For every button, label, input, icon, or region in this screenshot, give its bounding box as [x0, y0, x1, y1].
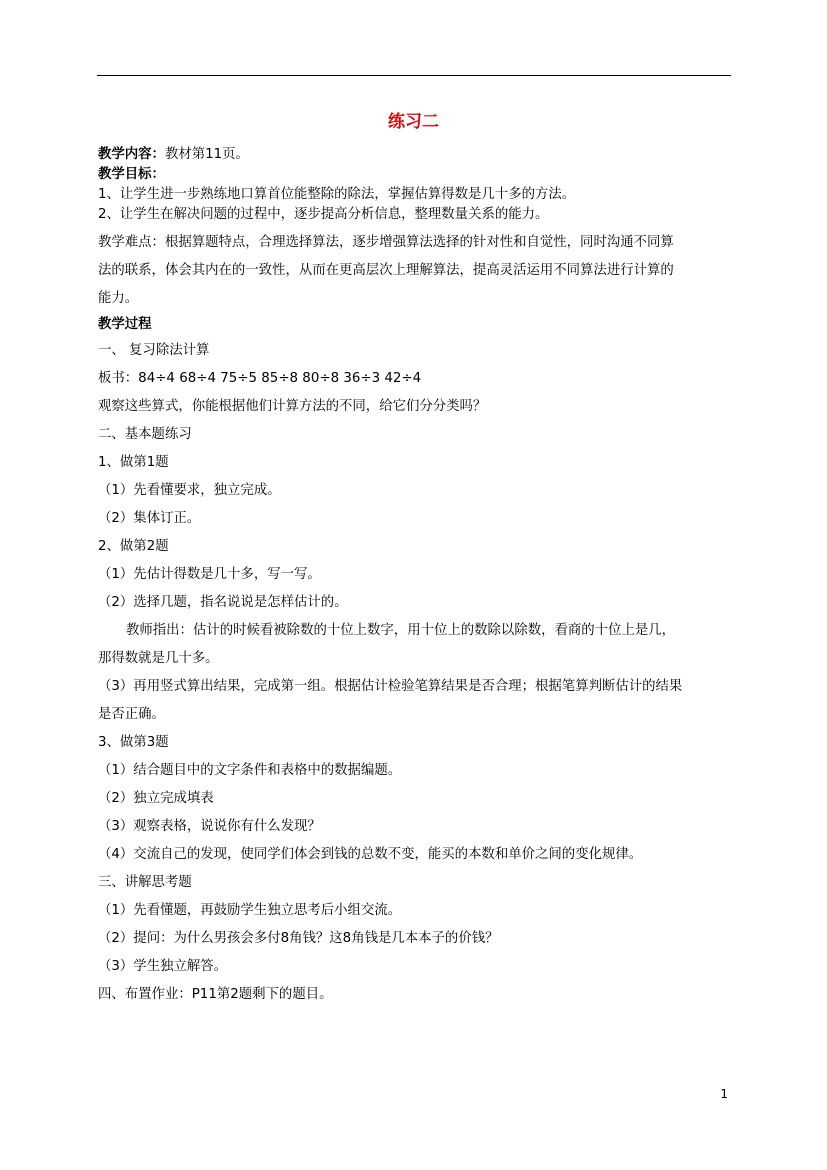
- process-label: 教学过程: [98, 317, 152, 332]
- question-2-step-3-line-1: （3）再用竖式算出结果，完成第一组。根据估计检验笔算结果是否合理；根据笔算判断估计的结果: [98, 679, 683, 694]
- difficulty-line-3: 能力。: [98, 291, 139, 306]
- section3-heading: 三、讲解思考题: [98, 875, 192, 890]
- question-2: 2、做第2题: [98, 539, 169, 554]
- page-title: 练习二: [388, 112, 439, 132]
- section1-heading: 一、 复习除法计算: [98, 343, 210, 358]
- difficulty-line-2: 法的联系，体会其内在的一致性，从而在更高层次上理解算法，提高灵活运用不同算法进行计算的: [98, 263, 674, 278]
- board-expressions: 板书：84÷4 68÷4 75÷5 85÷8 80÷8 36÷3 42÷4: [98, 371, 422, 386]
- question-2-step-2: （2）选择几题，指名说说是怎样估计的。: [98, 595, 348, 610]
- section1-question: 观察这些算式，你能根据他们计算方法的不同，给它们分分类吗？: [98, 399, 487, 414]
- section2-heading: 二、基本题练习: [98, 427, 192, 442]
- page-number: 1: [720, 1087, 728, 1101]
- homework-assignment: 四、布置作业：P11第2题剩下的题目。: [98, 987, 333, 1002]
- goal-2: 2、让学生在解决问题的过程中，逐步提高分析信息，整理数量关系的能力。: [98, 207, 549, 222]
- question-2-step-3-line-2: 是否正确。: [98, 707, 165, 722]
- question-1-step-1: （1）先看懂要求，独立完成。: [98, 483, 281, 498]
- teacher-note-line-1: 教师指出：估计的时候看被除数的十位上数字，用十位上的数除以除数，看商的十位上是几，: [126, 623, 676, 638]
- goal-1: 1、让学生进一步熟练地口算首位能整除的除法，掌握估算得数是几十多的方法。: [98, 187, 576, 202]
- question-1: 1、做第1题: [98, 455, 169, 470]
- question-2-step-1: （1）先估计得数是几十多，写一写。: [98, 567, 321, 582]
- question-1-step-2: （2）集体订正。: [98, 511, 201, 526]
- goals-label: 教学目标：: [98, 167, 165, 182]
- teacher-note-line-2: 那得数就是几十多。: [98, 651, 219, 666]
- question-3-step-1: （1）结合题目中的文字条件和表格中的数据编题。: [98, 763, 402, 778]
- question-3-step-3: （3）观察表格，说说你有什么发现？: [98, 819, 321, 834]
- question-3-step-2: （2）独立完成填表: [98, 791, 214, 806]
- section3-step-1: （1）先看懂题，再鼓励学生独立思考后小组交流。: [98, 903, 402, 918]
- section3-step-3: （3）学生独立解答。: [98, 959, 228, 974]
- content-value: 教材第11页。: [164, 147, 249, 162]
- difficulty-line-1: 教学难点：根据算题特点，合理选择算法，逐步增强算法选择的针对性和自觉性，同时沟通不同算: [98, 235, 674, 250]
- content-label: 教学内容：: [98, 147, 165, 162]
- header-rule: [97, 75, 731, 76]
- section3-step-2: （2）提问：为什么男孩会多付8角钱？这8角钱是几本本子的价钱？: [98, 931, 499, 946]
- question-3: 3、做第3题: [98, 735, 169, 750]
- question-3-step-4: （4）交流自己的发现，使同学们体会到钱的总数不变，能买的本数和单价之间的变化规律。: [98, 847, 643, 862]
- document-body: [98, 145, 732, 1009]
